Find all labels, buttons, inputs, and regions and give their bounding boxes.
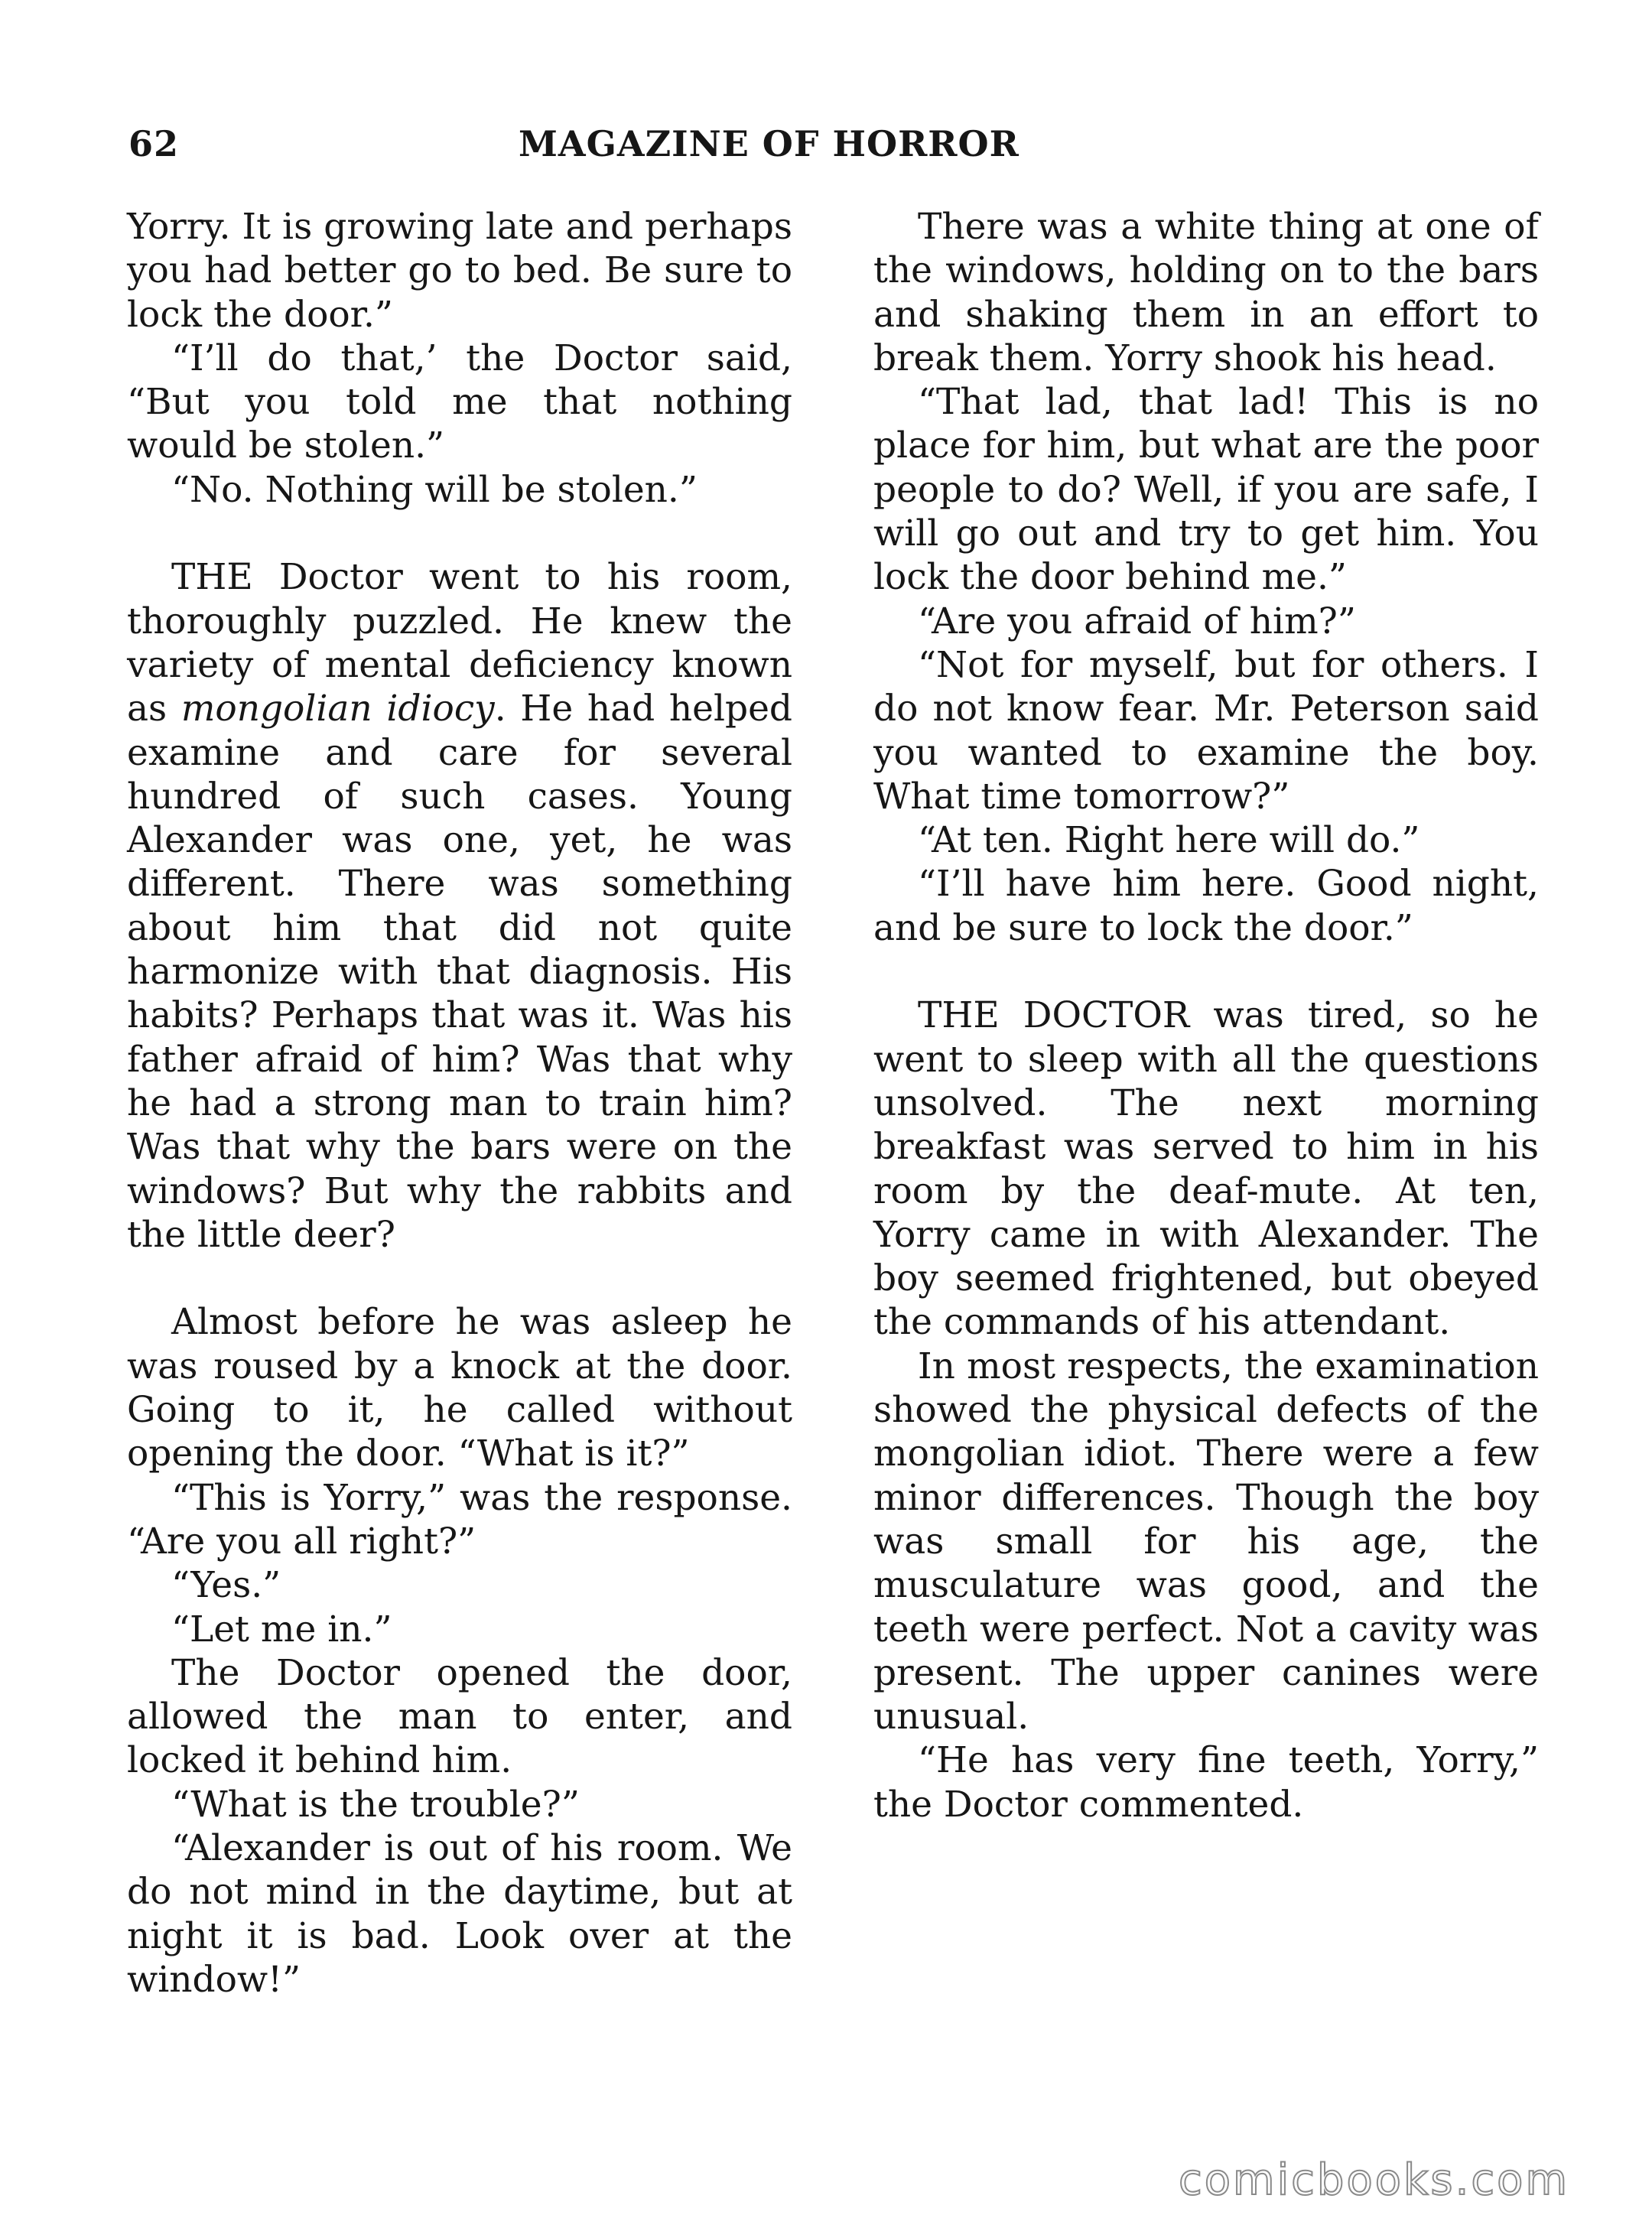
paragraph: “He has very fine teeth, Yorry,” the Doctor commented. <box>873 1739 1539 1826</box>
paragraph <box>127 555 792 1257</box>
paragraph: Almost before he was asleep he was roused by a knock at the door. Going to it, he called without opening the door. “What is it?” <box>127 1301 792 1475</box>
paragraph: “This is Yorry,” was the response. “Are you all right?” <box>127 1476 792 1563</box>
section-break <box>873 950 1539 994</box>
paragraph: “I’ll have him here. Good night, and be sure to lock the door.” <box>873 863 1539 949</box>
paragraph: “Not for myself, but for others. I do not know fear. Mr. Peterson said you wanted to examine the boy. What time tomorrow?” <box>873 643 1539 818</box>
watermark: comicbooks.com <box>1178 2155 1569 2205</box>
paragraph: “Alexander is out of his room. We do not mind in the daytime, but at night it is bad. Look over at the window!” <box>127 1826 792 2001</box>
section-break <box>127 1257 792 1300</box>
page-number: 62 <box>128 123 180 164</box>
paragraph: “Yes.” <box>171 1564 281 1607</box>
paragraph: THE DOCTOR was tired, so he went to sleep with all the questions unsolved. The next morning breakfast was served to him in his room by the deaf-mute. At ten, Yorry came in with Alexander. The boy seemed frightened, but obeyed the commands of his attendant. <box>873 994 1539 1344</box>
paragraph: “I’ll do that,’ the Doctor said, “But you told me that nothing would be stolen.” <box>127 337 792 467</box>
page-header <box>128 121 1545 182</box>
paragraph: There was a white thing at one of the windows, holding on to the bars and shaking them in an effort to break them. Yorry shook his head. <box>873 206 1539 379</box>
paragraph: Yorry. It is growing late and perhaps you had better go to bed. Be sure to lock the door.” <box>127 206 792 336</box>
paragraph: “At ten. Right here will do.” <box>918 819 1420 862</box>
emphasis-text: mongolian idiocy <box>180 688 495 730</box>
paragraph: “No. Nothing will be stolen.” <box>171 468 698 511</box>
paragraph-text: THE Doctor went to his room, thoroughly puzzled. He knew the variety of mental deficiency known as <box>127 556 792 730</box>
right-column <box>873 205 1539 1826</box>
paragraph: “Let me in.” <box>171 1608 392 1650</box>
paragraph: “What is the trouble?” <box>171 1783 580 1826</box>
paragraph: “Are you afraid of him?” <box>918 600 1356 642</box>
section-break <box>127 512 792 555</box>
paragraph: The Doctor opened the door, allowed the man to enter, and locked it behind him. <box>127 1651 792 1782</box>
paragraph: “That lad, that lad! This is no place for him, but what are the poor people to do? Well, if you are safe, I will go out and try to get him. You lock the door behind me.” <box>873 381 1539 599</box>
running-title: MAGAZINE OF HORROR <box>519 123 1019 164</box>
left-column <box>127 205 792 2002</box>
paragraph: In most respects, the examination showed the physical defects of the mongolian idiot. There were a few minor differences. Though the boy was small for his age, the musculature was good, and the teeth were perfect. Not a cavity was present. The upper canines were unusual. <box>873 1345 1539 1738</box>
paragraph-text: . He had helped examine and care for several hundred of such cases. Young Alexander was one, yet, he was different. There was something about him that did not quite harmonize with that diagnosis. His habits? Perhaps that was it. Was his father afraid of him? Was that why he had a strong man to train him? Was that why the bars were on the windows? But why the rabbits and the little deer? <box>127 688 792 1256</box>
